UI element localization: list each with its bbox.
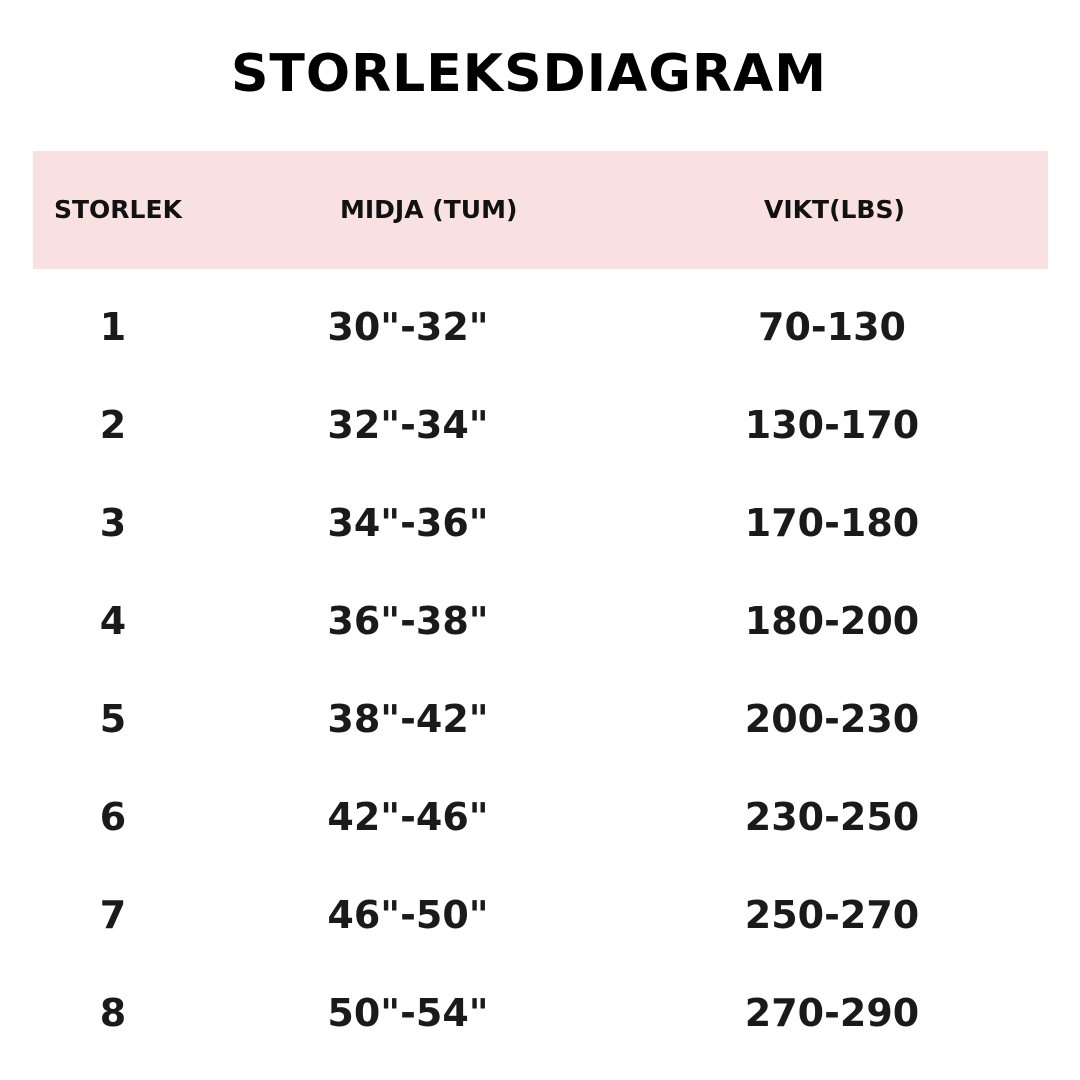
table-row bbox=[0, 376, 1080, 474]
waist-cell: 46"-50" bbox=[327, 893, 489, 937]
column-header-waist: MIDJA (TUM) bbox=[340, 195, 518, 224]
size-cell: 4 bbox=[99, 599, 127, 643]
weight-cell: 250-270 bbox=[744, 893, 920, 937]
table-row bbox=[0, 474, 1080, 572]
waist-cell: 36"-38" bbox=[327, 599, 489, 643]
size-cell: 7 bbox=[99, 893, 127, 937]
table-row bbox=[0, 572, 1080, 670]
waist-cell: 42"-46" bbox=[327, 795, 489, 839]
table-row bbox=[0, 278, 1080, 376]
weight-cell: 230-250 bbox=[744, 795, 920, 839]
weight-cell: 180-200 bbox=[744, 599, 920, 643]
size-cell: 8 bbox=[99, 991, 127, 1035]
waist-cell: 50"-54" bbox=[327, 991, 489, 1035]
weight-cell: 270-290 bbox=[744, 991, 920, 1035]
table-row bbox=[0, 670, 1080, 768]
weight-cell: 170-180 bbox=[744, 501, 920, 545]
weight-cell: 130-170 bbox=[744, 403, 920, 447]
table-row bbox=[0, 768, 1080, 866]
size-cell: 5 bbox=[99, 697, 127, 741]
column-header-weight: VIKT(LBS) bbox=[764, 195, 905, 224]
waist-cell: 32"-34" bbox=[327, 403, 489, 447]
size-table-body bbox=[0, 278, 1080, 1062]
column-header-size: STORLEK bbox=[54, 195, 182, 224]
table-row bbox=[0, 866, 1080, 964]
size-cell: 3 bbox=[99, 501, 127, 545]
page-title: STORLEKSDIAGRAM bbox=[230, 44, 828, 104]
waist-cell: 34"-36" bbox=[327, 501, 489, 545]
waist-cell: 30"-32" bbox=[327, 305, 489, 349]
weight-cell: 200-230 bbox=[744, 697, 920, 741]
table-row bbox=[0, 964, 1080, 1062]
size-cell: 1 bbox=[99, 305, 127, 349]
weight-cell: 70-130 bbox=[758, 305, 906, 349]
size-cell: 6 bbox=[99, 795, 127, 839]
size-cell: 2 bbox=[99, 403, 127, 447]
waist-cell: 38"-42" bbox=[327, 697, 489, 741]
